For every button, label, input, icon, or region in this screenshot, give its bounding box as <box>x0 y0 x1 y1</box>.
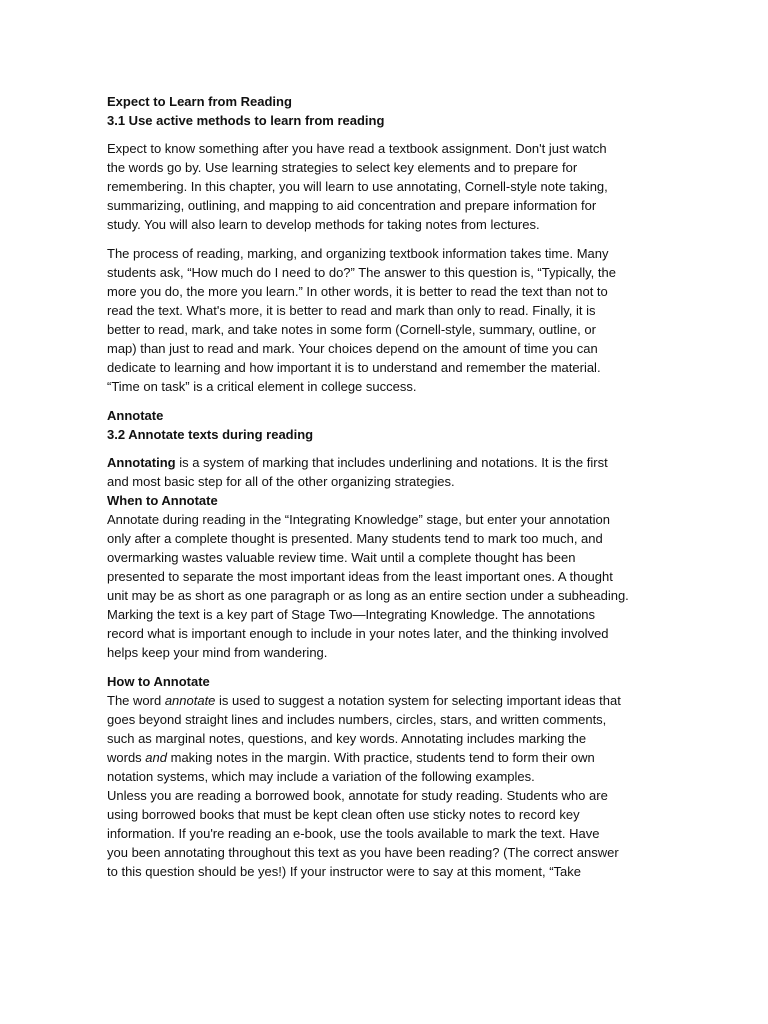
text-line: read the text. What's more, it is better to read and mark than only to read. Finally, it is <box>107 303 596 318</box>
subsection-heading: When to Annotate <box>107 493 218 508</box>
text-line: Expect to know something after you have read a textbook assignment. Don't just watch <box>107 141 607 156</box>
defined-term: Annotating <box>107 455 176 470</box>
paragraph-how <box>107 691 667 881</box>
text-line: remembering. In this chapter, you will learn to use annotating, Cornell-style note taking, <box>107 179 608 194</box>
text-line: goes beyond straight lines and includes numbers, circles, stars, and written comments, <box>107 712 607 727</box>
text-line: study. You will also learn to develop methods for taking notes from lectures. <box>107 217 540 232</box>
text-line: Unless you are reading a borrowed book, annotate for study reading. Students who are <box>107 788 608 803</box>
text-line: Marking the text is a key part of Stage Two—Integrating Knowledge. The annotations <box>107 607 596 622</box>
text-line: better to read, mark, and take notes in some form (Cornell-style, summary, outline, or <box>107 322 596 337</box>
text-line: using borrowed books that must be kept clean often use sticky notes to record key <box>107 807 580 822</box>
text-line: notation systems, which may include a variation of the following examples. <box>107 769 535 784</box>
text-line: map) than just to read and mark. Your choices depend on the amount of time you can <box>107 341 598 356</box>
text-line: Annotate during reading in the “Integrating Knowledge” stage, but enter your annotation <box>107 512 611 527</box>
text-span: The word <box>107 693 165 708</box>
text-line: dedicate to learning and how important it is to understand and remember the material. <box>107 360 601 375</box>
section-heading: Annotate <box>107 408 164 423</box>
text-line: only after a complete thought is presented. Many students tend to mark too much, and <box>107 531 603 546</box>
text-line: summarizing, outlining, and mapping to aid concentration and prepare information for <box>107 198 597 213</box>
text-line: you been annotating throughout this text as you have been reading? (The correct answer <box>107 845 619 860</box>
text-line: record what is important enough to include in your notes later, and the thinking involved <box>107 626 609 641</box>
section-heading: Expect to Learn from Reading <box>107 94 292 109</box>
text-line: such as marginal notes, questions, and key words. Annotating includes marking the <box>107 731 587 746</box>
section-subheading: 3.2 Annotate texts during reading <box>107 427 314 442</box>
text-line <box>107 453 667 472</box>
paragraph-definition <box>107 453 667 491</box>
emphasis-text: annotate <box>164 693 216 708</box>
document-page <box>107 92 667 881</box>
paragraph-when <box>107 510 667 662</box>
text-line: and most basic step for all of the other organizing strategies. <box>107 474 455 489</box>
text-line <box>107 691 667 710</box>
text-span: words <box>107 750 146 765</box>
subsection-heading: How to Annotate <box>107 674 210 689</box>
text-line: presented to separate the most important ideas from the least important ones. A thought <box>107 569 613 584</box>
emphasis-text: and <box>145 750 167 765</box>
text-line: information. If you're reading an e-book, use the tools available to mark the text. Have <box>107 826 600 841</box>
paragraph-process <box>107 244 667 396</box>
text-span: is used to suggest a notation system for selecting important ideas that <box>215 693 621 708</box>
text-line: overmarking wastes valuable review time. Wait until a complete thought has been <box>107 550 576 565</box>
text-span: is a system of marking that includes underlining and notations. It is the first <box>175 455 608 470</box>
text-line: The process of reading, marking, and organizing textbook information takes time. Many <box>107 246 609 261</box>
text-span: making notes in the margin. With practice, students tend to form their own <box>167 750 595 765</box>
text-line: “Time on task” is a critical element in college success. <box>107 379 417 394</box>
text-line: more you do, the more you learn.” In other words, it is better to read the text than not to <box>107 284 608 299</box>
text-line: the words go by. Use learning strategies to select key elements and to prepare for <box>107 160 578 175</box>
text-line: unit may be as short as one paragraph or as long as an entire section under a subheading. <box>107 588 629 603</box>
text-line: students ask, “How much do I need to do?” The answer to this question is, “Typically, the <box>107 265 616 280</box>
text-line: helps keep your mind from wandering. <box>107 645 328 660</box>
text-line: to this question should be yes!) If your instructor were to say at this moment, “Take <box>107 864 581 879</box>
text-line <box>107 748 667 767</box>
section-subheading: 3.1 Use active methods to learn from reading <box>107 113 385 128</box>
paragraph-expect <box>107 139 667 234</box>
